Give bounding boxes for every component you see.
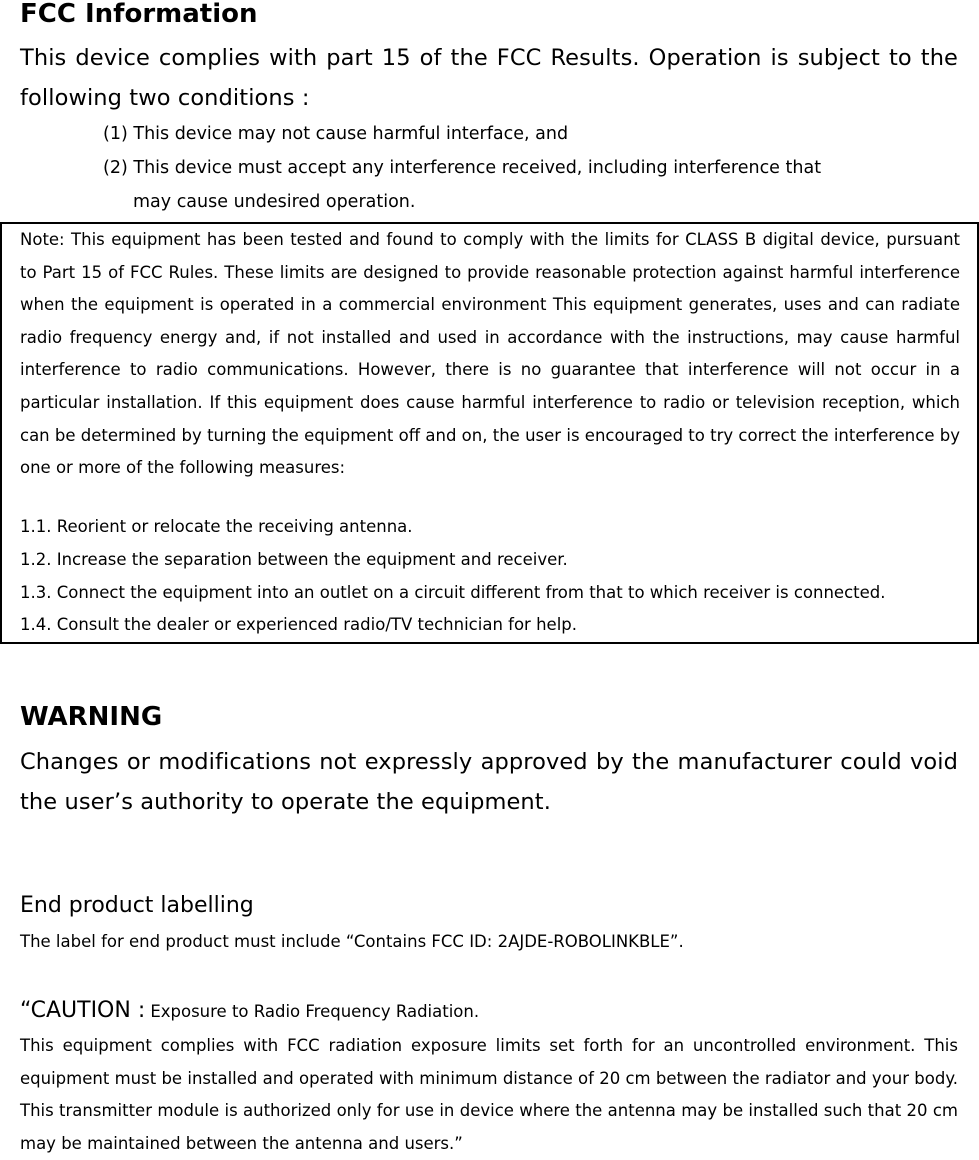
measure-item: 1.1. Reorient or relocate the receiving antenna. xyxy=(20,517,413,536)
caution-label: “CAUTION : xyxy=(20,998,146,1023)
condition-number: (2) xyxy=(103,158,128,178)
labelling-text: The label for end product must include “Contains FCC ID: 2AJDE-ROBOLINKBLE”. xyxy=(20,932,684,951)
fcc-intro: This device complies with part 15 of the FCC Results. Operation is subject to the following two conditions : xyxy=(20,45,958,111)
note-paragraph: Note: This equipment has been tested and found to comply with the limits for CLASS B digital device, pursuant to Part 15 of FCC Rules. These limits are designed to provide reasonable protection against harmful interference when the equipment is operated in a commercial environment This equipment generates, uses and can radiate radio frequency energy and, if not installed and used in accordance with the instructions, may cause harmful interference to radio communications. However, there is no guarantee that interference will not occur in a particular installation. If this equipment does cause harmful interference to radio or television reception, which can be determined by turning the equipment off and on, the user is encouraged to try correct the interference by one or more of the following measures: xyxy=(20,230,960,478)
condition-text: This device may not cause harmful interface, and xyxy=(133,124,569,144)
measure-item: 1.4. Consult the dealer or experienced radio/TV technician for help. xyxy=(20,615,577,634)
condition-text: This device must accept any interference received, including interference that xyxy=(133,158,822,178)
warning-title: WARNING xyxy=(20,702,163,732)
measure-item: 1.3. Connect the equipment into an outlet on a circuit different from that to which receiver is connected. xyxy=(20,583,886,602)
labelling-heading: End product labelling xyxy=(20,893,254,918)
warning-text: Changes or modifications not expressly approved by the manufacturer could void the user’s authority to operate the equipment. xyxy=(20,749,958,815)
note-box xyxy=(0,222,979,644)
caution-text: This equipment complies with FCC radiation exposure limits set forth for an uncontrolled environment. This equipment must be installed and operated with minimum distance of 20 cm between the radiator and your body. This transmitter module is authorized only for use in device where the antenna may be installed such that 20 cm may be maintained between the antenna and users.” xyxy=(20,1036,958,1153)
condition-2-continued: may cause undesired operation. xyxy=(133,192,416,212)
condition-number: (1) xyxy=(103,124,128,144)
caution-subtitle: Exposure to Radio Frequency Radiation. xyxy=(150,1002,480,1021)
caution-heading xyxy=(20,996,479,1027)
condition-2 xyxy=(103,151,821,185)
condition-1 xyxy=(103,117,568,151)
measure-item: 1.2. Increase the separation between the equipment and receiver. xyxy=(20,550,568,569)
fcc-title: FCC Information xyxy=(20,0,258,29)
